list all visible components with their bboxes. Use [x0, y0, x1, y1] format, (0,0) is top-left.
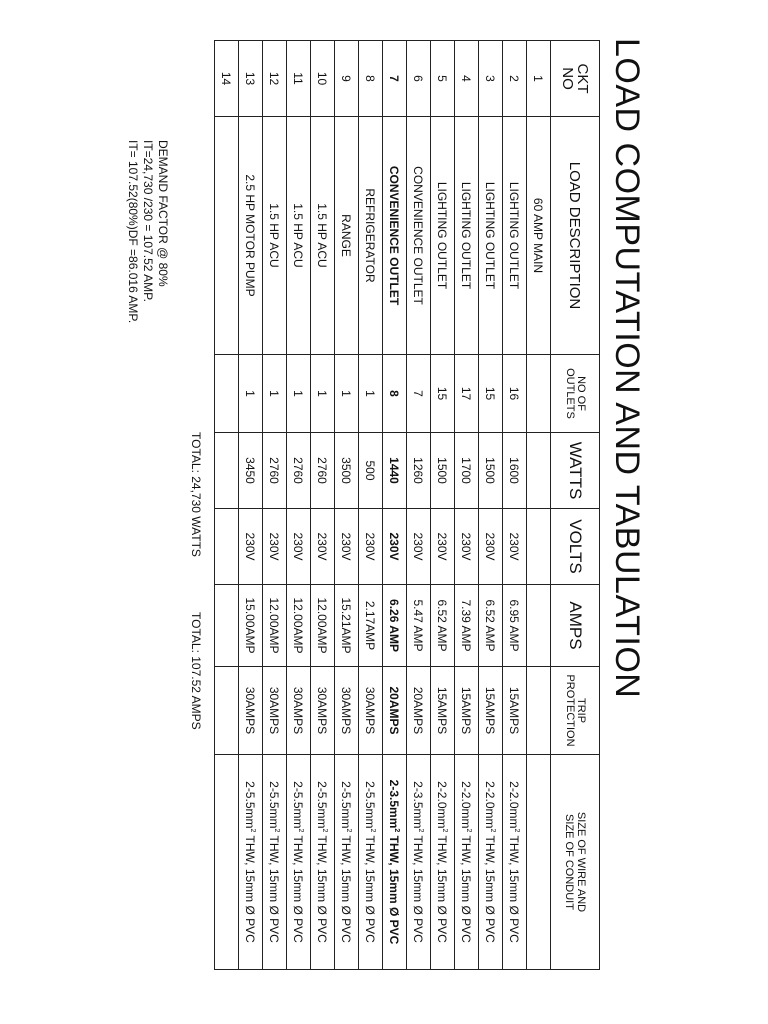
cell-volts — [527, 509, 551, 585]
cell-wire — [431, 755, 455, 970]
cell-watts — [527, 433, 551, 509]
cell-trip: 15AMPS — [455, 667, 479, 755]
note-line-3: IT= 107.52(80%)DF =86.016 AMP. — [126, 140, 140, 324]
cell-amps: 12.00AMP — [263, 585, 287, 667]
cell-description: 1.5 HP ACU — [263, 117, 287, 355]
wire-squared: 2 — [273, 828, 281, 833]
cell-outlets: 17 — [455, 355, 479, 433]
cell-watts: 1500 — [479, 433, 503, 509]
wire-size: 2-2.0mm — [435, 781, 450, 829]
header-trip — [551, 667, 600, 755]
cell-ckt: 8 — [359, 41, 383, 117]
wire-squared: 2 — [465, 828, 473, 833]
cell-outlets — [527, 355, 551, 433]
table-header-row — [551, 41, 600, 970]
cell-ckt: 12 — [263, 41, 287, 117]
wire-size: 2-2.0mm — [459, 781, 474, 829]
note-line-1: DEMAND FACTOR @ 80% — [156, 140, 170, 287]
cell-trip — [215, 667, 239, 755]
cell-amps: 2.17AMP — [359, 585, 383, 667]
cell-description: 2.5 HP MOTOR PUMP — [239, 117, 263, 355]
cell-amps: 6.52 AMP — [479, 585, 503, 667]
cell-volts: 230V — [479, 509, 503, 585]
cell-outlets: 1 — [311, 355, 335, 433]
header-trip-line2: PROTECTION — [564, 674, 576, 747]
cell-wire — [287, 755, 311, 970]
header-ckt — [551, 41, 600, 117]
cell-wire — [527, 755, 551, 970]
wire-squared: 2 — [489, 828, 497, 833]
wire-size: 2-2.0mm — [483, 781, 498, 829]
total-watts: TOTAL: 24,730 WATTS — [189, 432, 203, 557]
cell-amps: 6.26 AMP — [383, 585, 407, 667]
wire-conduit: THW, 15mm Ø PVC — [387, 832, 402, 945]
cell-volts: 230V — [383, 509, 407, 585]
cell-trip: 15AMPS — [503, 667, 527, 755]
table-row — [479, 41, 503, 970]
cell-outlets: 15 — [431, 355, 455, 433]
cell-ckt: 7 — [383, 41, 407, 117]
wire-squared: 2 — [513, 828, 521, 833]
page-title: LOAD COMPUTATION AND TABULATION — [608, 38, 646, 699]
cell-trip: 15AMPS — [479, 667, 503, 755]
cell-description: 60 AMP MAIN — [527, 117, 551, 355]
cell-wire — [359, 755, 383, 970]
wire-conduit: THW, 15mm Ø PVC — [411, 832, 426, 943]
wire-size: 2-5.5mm — [267, 781, 282, 829]
cell-ckt: 11 — [287, 41, 311, 117]
cell-amps: 6.95 AMP — [503, 585, 527, 667]
cell-wire — [407, 755, 431, 970]
cell-wire — [335, 755, 359, 970]
cell-amps — [527, 585, 551, 667]
load-table — [214, 40, 600, 970]
table-row — [527, 41, 551, 970]
header-amps: AMPS — [551, 585, 600, 667]
cell-ckt: 6 — [407, 41, 431, 117]
cell-trip: 30AMPS — [359, 667, 383, 755]
cell-amps: 15.21AMP — [335, 585, 359, 667]
cell-description — [215, 117, 239, 355]
cell-volts: 230V — [359, 509, 383, 585]
cell-description: CONVENIENCE OUTLET — [407, 117, 431, 355]
table-row — [431, 41, 455, 970]
wire-squared: 2 — [369, 828, 377, 833]
total-amps: TOTAL: 107.52 AMPS — [189, 612, 203, 730]
cell-amps: 7.39 AMP — [455, 585, 479, 667]
cell-trip: 30AMPS — [263, 667, 287, 755]
wire-conduit: THW, 15mm Ø PVC — [507, 832, 522, 943]
cell-outlets — [215, 355, 239, 433]
wire-conduit: THW, 15mm Ø PVC — [363, 832, 378, 943]
wire-size: 2-5.5mm — [291, 781, 306, 829]
cell-watts: 2760 — [311, 433, 335, 509]
cell-amps — [215, 585, 239, 667]
cell-description: REFRIGERATOR — [359, 117, 383, 355]
wire-squared: 2 — [249, 828, 257, 833]
wire-conduit: THW, 15mm Ø PVC — [459, 832, 474, 943]
table-row — [215, 41, 239, 970]
table-row — [455, 41, 479, 970]
table-row — [335, 41, 359, 970]
cell-ckt: 14 — [215, 41, 239, 117]
header-volts: VOLTS — [551, 509, 600, 585]
cell-wire — [239, 755, 263, 970]
cell-outlets: 1 — [287, 355, 311, 433]
table-row — [503, 41, 527, 970]
cell-ckt: 1 — [527, 41, 551, 117]
cell-outlets: 15 — [479, 355, 503, 433]
cell-amps: 6.52 AMP — [431, 585, 455, 667]
cell-volts: 230V — [407, 509, 431, 585]
header-wire-line1: SIZE OF WIRE AND — [575, 811, 587, 913]
cell-description: LIGHTING OUTLET — [503, 117, 527, 355]
cell-outlets: 1 — [263, 355, 287, 433]
cell-volts: 230V — [335, 509, 359, 585]
cell-watts — [215, 433, 239, 509]
wire-size: 2-5.5mm — [363, 781, 378, 829]
cell-ckt: 5 — [431, 41, 455, 117]
cell-watts: 3500 — [335, 433, 359, 509]
cell-wire — [455, 755, 479, 970]
wire-conduit: THW, 15mm Ø PVC — [243, 832, 258, 943]
wire-conduit: THW, 15mm Ø PVC — [483, 832, 498, 943]
cell-trip: 15AMPS — [431, 667, 455, 755]
cell-wire — [263, 755, 287, 970]
wire-size: 2-3.5mm — [411, 781, 426, 829]
header-watts: WATTS — [551, 433, 600, 509]
table-row — [383, 41, 407, 970]
cell-wire — [383, 755, 407, 970]
wire-conduit: THW, 15mm Ø PVC — [435, 832, 450, 943]
wire-conduit: THW, 15mm Ø PVC — [267, 832, 282, 943]
header-ckt-line1: CKT — [574, 63, 591, 94]
cell-description: 1.5 HP ACU — [287, 117, 311, 355]
wire-size: 2-3.5mm — [387, 779, 402, 829]
wire-conduit: THW, 15mm Ø PVC — [339, 832, 354, 943]
cell-trip: 20AMPS — [383, 667, 407, 755]
cell-description: CONVENIENCE OUTLET — [383, 117, 407, 355]
cell-outlets: 1 — [239, 355, 263, 433]
header-description: LOAD DESCRIPTION — [551, 117, 600, 355]
wire-conduit: THW, 15mm Ø PVC — [315, 832, 330, 943]
cell-outlets: 7 — [407, 355, 431, 433]
cell-amps: 12.00AMP — [287, 585, 311, 667]
header-trip-line1: TRIP — [575, 697, 587, 724]
cell-volts: 230V — [503, 509, 527, 585]
note-line-2: IT=24,730 /230 = 107.52 AMP. — [141, 140, 155, 302]
cell-volts — [215, 509, 239, 585]
table-row — [239, 41, 263, 970]
wire-size: 2-2.0mm — [507, 781, 522, 829]
cell-outlets: 1 — [359, 355, 383, 433]
wire-squared: 2 — [345, 828, 353, 833]
cell-watts: 500 — [359, 433, 383, 509]
demand-notes — [125, 140, 170, 323]
cell-amps: 12.00AMP — [311, 585, 335, 667]
header-wire-line2: SIZE OF CONDUIT — [563, 814, 575, 910]
cell-ckt: 9 — [335, 41, 359, 117]
table-row — [311, 41, 335, 970]
table-row — [263, 41, 287, 970]
cell-outlets: 16 — [503, 355, 527, 433]
cell-volts: 230V — [239, 509, 263, 585]
table-row — [287, 41, 311, 970]
cell-volts: 230V — [455, 509, 479, 585]
cell-amps: 5.47 AMP — [407, 585, 431, 667]
cell-trip: 20AMPS — [407, 667, 431, 755]
cell-ckt: 10 — [311, 41, 335, 117]
cell-wire — [503, 755, 527, 970]
cell-trip: 30AMPS — [239, 667, 263, 755]
cell-outlets: 8 — [383, 355, 407, 433]
wire-squared: 2 — [441, 828, 449, 833]
cell-description: LIGHTING OUTLET — [455, 117, 479, 355]
cell-trip — [527, 667, 551, 755]
cell-wire — [215, 755, 239, 970]
wire-size: 2-5.5mm — [315, 781, 330, 829]
cell-watts: 3450 — [239, 433, 263, 509]
wire-squared: 2 — [417, 828, 425, 833]
cell-ckt: 3 — [479, 41, 503, 117]
cell-trip: 30AMPS — [335, 667, 359, 755]
header-outlets-line2: OUTLETS — [564, 368, 576, 419]
header-wire — [551, 755, 600, 970]
wire-squared: 2 — [393, 828, 401, 833]
cell-wire — [479, 755, 503, 970]
header-outlets-line1: NO OF — [575, 376, 587, 411]
cell-watts: 1500 — [431, 433, 455, 509]
cell-trip: 30AMPS — [311, 667, 335, 755]
cell-description: 1.5 HP ACU — [311, 117, 335, 355]
cell-amps: 15.00AMP — [239, 585, 263, 667]
cell-wire — [311, 755, 335, 970]
cell-ckt: 4 — [455, 41, 479, 117]
wire-squared: 2 — [297, 828, 305, 833]
cell-watts: 1600 — [503, 433, 527, 509]
cell-volts: 230V — [431, 509, 455, 585]
cell-watts: 2760 — [287, 433, 311, 509]
cell-watts: 1440 — [383, 433, 407, 509]
table-row — [407, 41, 431, 970]
cell-volts: 230V — [311, 509, 335, 585]
cell-watts: 1260 — [407, 433, 431, 509]
cell-description: LIGHTING OUTLET — [479, 117, 503, 355]
wire-conduit: THW, 15mm Ø PVC — [291, 832, 306, 943]
cell-description: LIGHTING OUTLET — [431, 117, 455, 355]
header-outlets — [551, 355, 600, 433]
wire-size: 2-5.5mm — [339, 781, 354, 829]
header-ckt-line2: NO — [559, 67, 576, 90]
cell-watts: 1700 — [455, 433, 479, 509]
cell-ckt: 13 — [239, 41, 263, 117]
cell-watts: 2760 — [263, 433, 287, 509]
table-row — [359, 41, 383, 970]
cell-volts: 230V — [287, 509, 311, 585]
wire-squared: 2 — [321, 828, 329, 833]
cell-trip: 30AMPS — [287, 667, 311, 755]
cell-ckt: 2 — [503, 41, 527, 117]
wire-size: 2-5.5mm — [243, 781, 258, 829]
cell-outlets: 1 — [335, 355, 359, 433]
cell-volts: 230V — [263, 509, 287, 585]
cell-description: RANGE — [335, 117, 359, 355]
